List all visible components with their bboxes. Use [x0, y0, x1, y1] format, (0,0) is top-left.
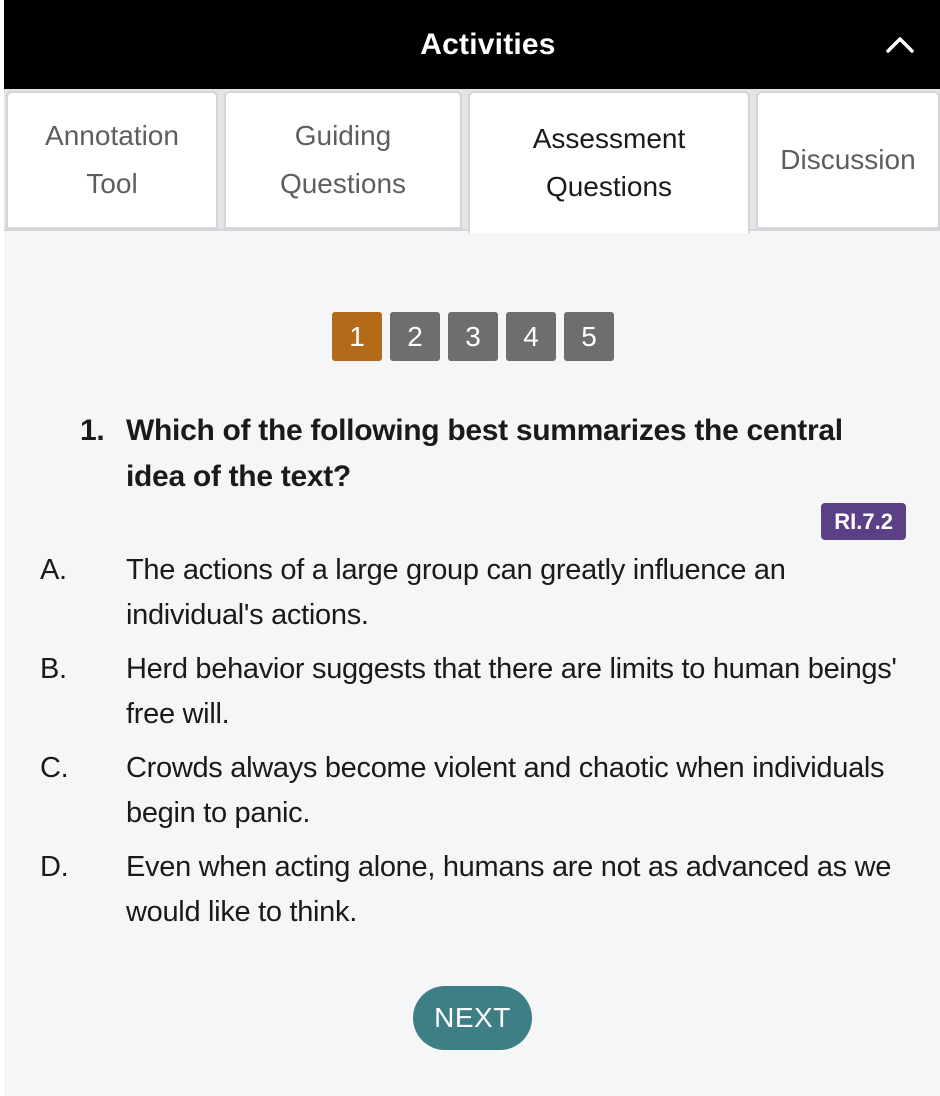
standard-badge: RI.7.2 [821, 503, 906, 540]
choice-text: Even when acting alone, humans are not as advanced as we would like to think. [126, 851, 892, 928]
tab-label-line: Questions [279, 168, 407, 199]
tab-annotation-tool[interactable] [6, 91, 218, 229]
activities-panel [4, 0, 940, 1096]
question-text: Which of the following best summarizes the central idea of the text? [126, 414, 843, 493]
tab-guiding-questions[interactable] [224, 91, 462, 229]
answer-choice-a[interactable] [40, 548, 910, 638]
tab-label-line: Annotation [45, 120, 179, 151]
activity-tabs [4, 89, 940, 231]
tab-label-line: Questions [545, 171, 673, 202]
chevron-up-icon [885, 34, 915, 54]
choice-text: Crowds always become violent and chaotic when individuals begin to panic. [126, 752, 885, 829]
question-prompt [80, 408, 880, 500]
tab-label [45, 112, 179, 208]
choice-letter: B. [40, 653, 67, 685]
answer-choice-d[interactable] [40, 845, 910, 935]
choice-letter: D. [40, 851, 69, 883]
tab-label-line: Discussion [780, 144, 916, 175]
tab-label-line: Guiding [294, 120, 392, 151]
activities-header[interactable] [4, 0, 940, 89]
tab-label [533, 115, 686, 211]
tab-label [780, 136, 915, 184]
header-title: Activities [420, 27, 556, 61]
choice-text: Herd behavior suggests that there are limits to human beings' free will. [126, 653, 897, 730]
page-button-1[interactable]: 1 [332, 312, 382, 361]
tab-divider [4, 229, 468, 231]
tab-label-line: Assessment [532, 123, 686, 154]
page-button-4[interactable]: 4 [506, 312, 556, 361]
choice-text: The actions of a large group can greatly influence an individual's actions. [126, 554, 786, 631]
tab-label [280, 112, 406, 208]
page-button-5[interactable]: 5 [564, 312, 614, 361]
tab-label-line: Tool [86, 168, 138, 199]
question-pager [332, 312, 614, 361]
choice-letter: C. [40, 752, 69, 784]
answer-choice-b[interactable] [40, 647, 910, 737]
tab-divider [750, 229, 940, 231]
choice-letter: A. [40, 554, 67, 586]
answer-choices [40, 548, 910, 944]
tab-discussion[interactable] [756, 91, 940, 229]
tab-assessment-questions[interactable] [468, 91, 750, 233]
next-button[interactable]: NEXT [413, 986, 532, 1050]
answer-choice-c[interactable] [40, 746, 910, 836]
collapse-button[interactable] [882, 26, 918, 62]
page-button-2[interactable]: 2 [390, 312, 440, 361]
question-number: 1. [80, 414, 105, 447]
page-button-3[interactable]: 3 [448, 312, 498, 361]
